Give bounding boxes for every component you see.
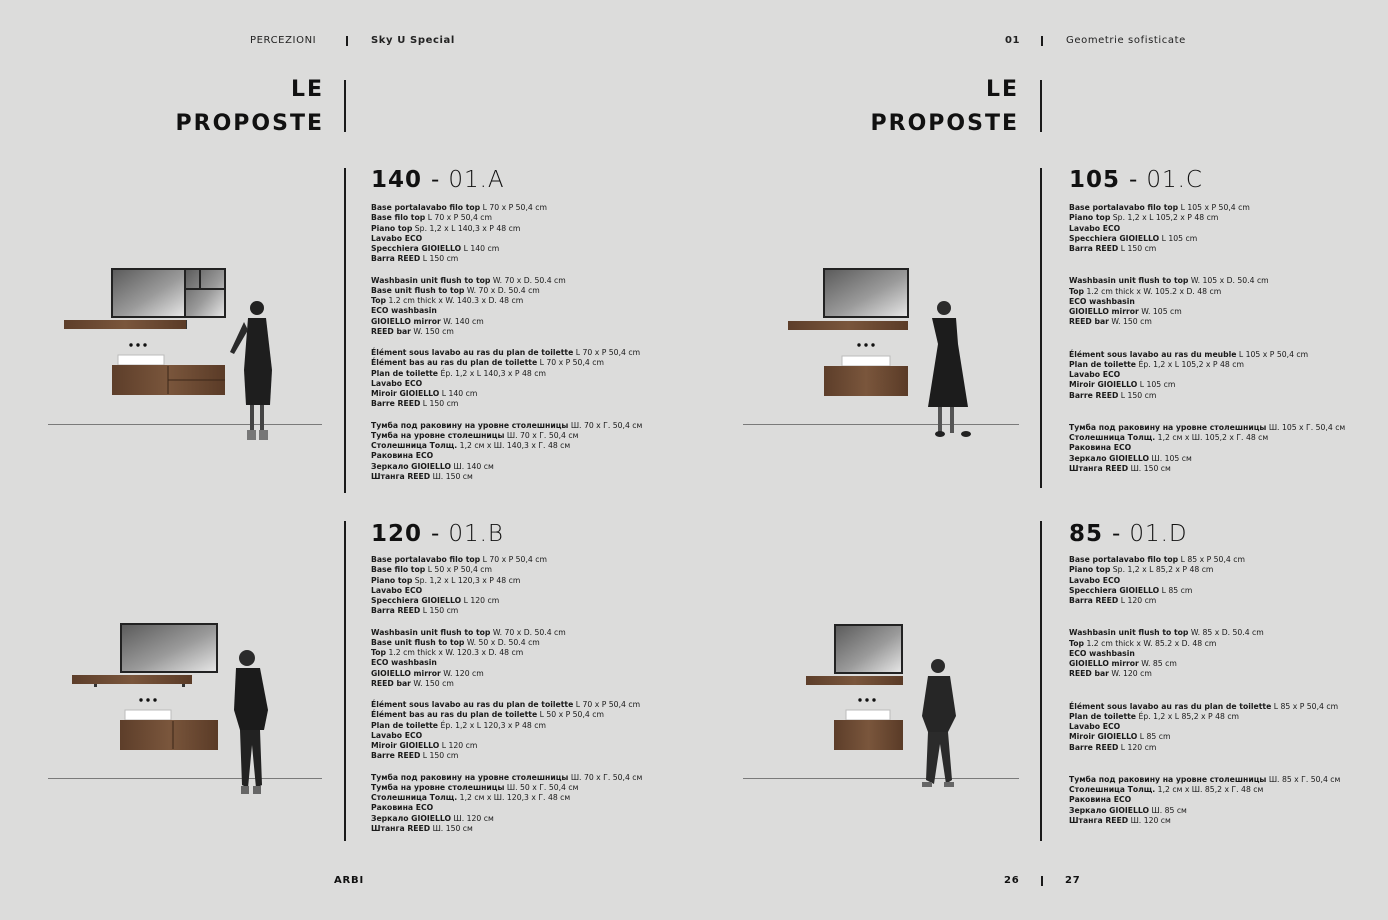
spec-line [371, 421, 642, 431]
spec-line [371, 306, 642, 316]
spec-item-dimensions: L 70 x P 50,4 cm [573, 700, 641, 709]
spec-item-dimensions: L 85 cm [1159, 585, 1193, 595]
spec-line [1069, 576, 1340, 586]
spec-item-dimensions: W. 140 cm [440, 316, 484, 326]
spec-item-dimensions: Ш. 105 см [1149, 453, 1192, 463]
spec-line [371, 793, 642, 803]
spec-item-name: Lavabo ECO [371, 233, 423, 243]
spec-line [1069, 454, 1345, 464]
spec-item-dimensions: W. 150 cm [410, 326, 454, 336]
spec-item-name: Top [371, 296, 387, 305]
spec-item-dimensions: Ép. 1,2 x L 120,3 x P 48 cm [438, 720, 546, 730]
spec-line [1069, 213, 1345, 223]
spec-item-name: Washbasin unit flush to top [371, 627, 491, 637]
spec-item-dimensions: Ш. 105 x Г. 50,4 см [1266, 422, 1346, 432]
spec-item-name: Piano top [371, 575, 413, 585]
spec-line [1069, 806, 1340, 816]
section-divider [1040, 168, 1042, 488]
spec-item-name: Lavabo ECO [371, 585, 423, 595]
spec-item-name: Top [1069, 638, 1085, 648]
page-number-right: 27 [1065, 875, 1081, 886]
spec-line [371, 296, 642, 306]
spec-item-dimensions: L 105 cm [1137, 380, 1176, 390]
title-divider-right [1040, 80, 1042, 132]
spec-line [1069, 297, 1345, 307]
spec-line [1069, 360, 1345, 370]
spec-item-name: Lavabo ECO [1069, 223, 1121, 233]
spec-item-dimensions: W. 70 x D. 50.4 cm [490, 627, 566, 637]
spec-item-dimensions: Ш. 85 см [1149, 805, 1187, 815]
spec-item-dimensions: L 50 x P 50,4 cm [537, 710, 604, 720]
spec-item-dimensions: Ép. 1,2 x L 105,2 x P 48 cm [1136, 359, 1244, 369]
spec-item-dimensions: Ш. 70 x Г. 50,4 см [504, 430, 579, 440]
spec-line [371, 731, 642, 741]
spec-line [371, 710, 642, 720]
spec-item-name: Washbasin unit flush to top [371, 275, 491, 285]
spec-item-dimensions: L 70 x P 50,4 cm [537, 358, 604, 368]
spec-line [1069, 307, 1345, 317]
spec-line [371, 658, 642, 668]
spec-item-name: Piano top [1069, 213, 1111, 223]
spec-line [371, 462, 642, 472]
spec-item-dimensions: L 85 x P 50,4 cm [1178, 555, 1245, 564]
spec-item-name: Тумба под раковину на уровне столешницы [371, 772, 569, 782]
spec-item-dimensions: W. 150 cm [410, 678, 454, 688]
spec-line [1069, 276, 1345, 286]
spec-line [371, 814, 642, 824]
spec-item-name: GIOIELLO mirror [371, 316, 441, 326]
spec-item-name: Top [371, 648, 387, 657]
spec-item-name: Élément sous lavabo au ras du meuble [1069, 349, 1237, 359]
spec-item-name: Top [1069, 286, 1085, 296]
spec-line [1069, 555, 1340, 565]
spec-item-dimensions: 1,2 см x Ш. 105,2 x Г. 48 см [1155, 433, 1269, 442]
composition-illustration-85 [800, 620, 1000, 800]
spec-line [371, 628, 642, 638]
spec-item-name: Plan de toilette [371, 368, 439, 378]
spec-item-dimensions: L 140 cm [461, 244, 500, 253]
spec-line [1069, 639, 1340, 649]
spec-item-dimensions: Ép. 1,2 x L 140,3 x P 48 cm [438, 368, 546, 378]
spec-item-name: ECO washbasin [1069, 648, 1135, 658]
section-title: 140 - 01.A [371, 167, 505, 193]
spec-line [371, 276, 642, 286]
spec-item-dimensions: Ш. 70 x Г. 50,4 см [568, 420, 643, 430]
spec-item-name: Piano top [1069, 565, 1111, 575]
spec-item-dimensions: 1.2 cm thick x W. 105.2 x D. 48 cm [1084, 286, 1222, 296]
spec-line [1069, 244, 1345, 254]
footer-brand: ARBI [334, 875, 364, 886]
spec-line [371, 379, 642, 389]
spec-item-name: Lavabo ECO [371, 378, 423, 388]
spec-item-dimensions: Ш. 70 x Г. 50,4 см [568, 772, 643, 782]
spec-line [371, 773, 642, 783]
spec-item-dimensions: 1.2 cm thick x W. 120.3 x D. 48 cm [386, 648, 524, 657]
spec-item-name: Штанга REED [371, 471, 431, 481]
spec-line [371, 317, 642, 327]
spec-item-dimensions: Ш. 85 x Г. 50,4 см [1266, 774, 1341, 784]
spec-line [1069, 287, 1345, 297]
spec-item-name: Base portalavabo filo top [371, 555, 481, 564]
section-divider [1040, 521, 1042, 841]
spec-item-dimensions: L 105 cm [1159, 233, 1198, 243]
spec-item-name: Specchiera GIOIELLO [371, 596, 462, 605]
header-chapter-title: Geometrie sofisticate [1066, 35, 1186, 46]
spec-item-name: Столешница Толщ. [1069, 433, 1156, 442]
spec-line [371, 472, 642, 482]
spec-item-dimensions: Sp. 1,2 x L 120,3 x P 48 cm [412, 575, 521, 585]
spec-line [1069, 628, 1340, 638]
spec-group [371, 203, 642, 265]
spec-line [1069, 712, 1340, 722]
spec-line [371, 648, 642, 658]
spec-line [1069, 795, 1340, 805]
spec-item-dimensions: 1,2 см x Ш. 120,3 x Г. 48 см [457, 793, 571, 802]
spec-item-name: Specchiera GIOIELLO [1069, 585, 1160, 595]
spec-item-name: REED bar [1069, 317, 1109, 327]
spec-line [371, 389, 642, 399]
spec-item-name: Barre REED [371, 751, 421, 761]
spec-item-name: Тумба под раковину на уровне столешницы [371, 420, 569, 430]
spec-item-name: Столешница Толщ. [371, 441, 458, 450]
spec-line [1069, 317, 1345, 327]
spec-item-name: Base filo top [371, 213, 426, 223]
spec-group [371, 348, 642, 410]
section-title: 85 - 01.D [1069, 521, 1188, 547]
spec-line [371, 606, 642, 616]
spec-item-dimensions: Sp. 1,2 x L 85,2 x P 48 cm [1110, 565, 1214, 575]
spec-item-dimensions: 1,2 см x Ш. 140,3 x Г. 48 см [457, 441, 571, 450]
spec-item-dimensions: L 150 cm [420, 751, 459, 761]
section-105-01c [1069, 167, 1345, 496]
composition-illustration-105 [780, 262, 1000, 447]
spec-item-name: Barra REED [1069, 596, 1119, 605]
spec-item-name: Élément bas au ras du plan de toilette [371, 710, 538, 720]
spec-item-dimensions: W. 120 cm [440, 668, 484, 678]
section-title: 120 - 01.B [371, 521, 504, 547]
spec-line [371, 358, 642, 368]
header-section: PERCEZIONI [250, 35, 317, 46]
spec-item-name: Тумба на уровне столешницы [371, 430, 505, 440]
spec-item-name: Specchiera GIOIELLO [371, 244, 462, 253]
spec-item-dimensions: L 150 cm [420, 606, 459, 616]
spec-item-dimensions: W. 120 cm [1108, 669, 1152, 679]
spec-line [1069, 350, 1345, 360]
spec-item-name: Base unit flush to top [371, 285, 465, 295]
spec-item-dimensions: Ш. 150 см [430, 471, 473, 481]
spec-item-name: Base portalavabo filo top [1069, 555, 1179, 564]
spec-item-dimensions: 1.2 cm thick x W. 140.3 x D. 48 cm [386, 296, 524, 305]
spec-item-dimensions: W. 70 x D. 50.4 cm [490, 275, 566, 285]
spec-line [371, 213, 642, 223]
spec-group [1069, 276, 1345, 327]
spec-item-name: Столешница Толщ. [1069, 785, 1156, 794]
spec-item-dimensions: Ш. 120 см [1128, 815, 1171, 825]
spec-item-name: Раковина ECO [371, 803, 434, 813]
spec-line [1069, 743, 1340, 753]
section-divider [344, 168, 346, 493]
spec-line [1069, 702, 1340, 712]
spec-line [1069, 443, 1345, 453]
spec-item-dimensions: Ш. 50 x Г. 50,4 см [504, 782, 579, 792]
spec-item-name: Раковина ECO [371, 451, 434, 461]
spec-group [1069, 350, 1345, 401]
spec-item-dimensions: L 85 cm [1137, 732, 1171, 742]
spec-line [1069, 816, 1340, 826]
spec-item-name: Base portalavabo filo top [1069, 203, 1179, 212]
spec-line [371, 555, 642, 565]
spec-group [1069, 775, 1340, 826]
spec-item-name: Зеркало GIOIELLO [1069, 453, 1150, 463]
spec-group [1069, 203, 1345, 254]
spec-item-name: Washbasin unit flush to top [1069, 276, 1189, 286]
spec-line [371, 638, 642, 648]
spec-line [371, 669, 642, 679]
composition-illustration-120 [70, 620, 290, 800]
spec-line [371, 751, 642, 761]
spec-line [371, 286, 642, 296]
spec-line [1069, 370, 1345, 380]
spec-item-dimensions: L 70 x P 50,4 cm [573, 348, 641, 357]
spec-item-name: Lavabo ECO [1069, 575, 1121, 585]
spec-item-dimensions: L 120 cm [461, 596, 500, 605]
spec-item-dimensions: L 70 x P 50,4 cm [480, 555, 547, 564]
spec-item-dimensions: L 105 x P 50,4 cm [1236, 349, 1309, 359]
spec-line [371, 565, 642, 575]
spec-line [371, 234, 642, 244]
spec-item-dimensions: L 120 cm [1118, 596, 1157, 605]
spec-item-dimensions: Sp. 1,2 x L 140,3 x P 48 cm [412, 223, 521, 233]
spec-line [1069, 464, 1345, 474]
page-title-right: LE PROPOSTE [870, 77, 1019, 136]
spec-item-name: Зеркало GIOIELLO [371, 461, 452, 471]
spec-item-dimensions: L 150 cm [420, 399, 459, 409]
spec-item-dimensions: L 140 cm [439, 389, 478, 398]
spec-line [371, 441, 642, 451]
spec-item-dimensions: W. 105 x D. 50.4 cm [1188, 276, 1269, 286]
spec-item-name: Зеркало GIOIELLO [1069, 805, 1150, 815]
spec-line [371, 369, 642, 379]
spec-item-dimensions: W. 85 x D. 50.4 cm [1188, 628, 1264, 638]
spec-item-dimensions: W. 105 cm [1138, 307, 1182, 316]
section-120-01b [371, 521, 642, 845]
spec-item-name: Barra REED [371, 606, 421, 616]
spec-item-name: Miroir GIOIELLO [1069, 380, 1138, 390]
spec-item-dimensions: 1.2 cm thick x W. 85.2 x D. 48 cm [1084, 638, 1217, 648]
footer-divider [1041, 876, 1043, 886]
spec-line [1069, 586, 1340, 596]
spec-item-name: REED bar [371, 678, 411, 688]
spec-item-dimensions: Sp. 1,2 x L 105,2 x P 48 cm [1110, 213, 1219, 223]
spec-item-name: Раковина ECO [1069, 795, 1132, 805]
spec-line [1069, 649, 1340, 659]
spec-line [371, 348, 642, 358]
spec-line [371, 824, 642, 834]
spec-item-name: Тумба под раковину на уровне столешницы [1069, 422, 1267, 432]
spec-item-name: Plan de toilette [1069, 359, 1137, 369]
spec-group [371, 276, 642, 338]
spec-item-name: Штанга REED [371, 823, 431, 833]
spec-group [371, 555, 642, 617]
spec-item-dimensions: Ép. 1,2 x L 85,2 x P 48 cm [1136, 711, 1240, 721]
spec-group [1069, 628, 1340, 679]
spec-item-name: Штанга REED [1069, 463, 1129, 473]
spec-item-dimensions: L 150 cm [1118, 390, 1157, 400]
spec-item-dimensions: L 150 cm [420, 254, 459, 264]
spec-line [371, 431, 642, 441]
spec-line [371, 576, 642, 586]
spec-item-name: Miroir GIOIELLO [1069, 732, 1138, 742]
spec-item-name: Élément sous lavabo au ras du plan de toilette [371, 700, 574, 709]
spec-item-name: Washbasin unit flush to top [1069, 628, 1189, 638]
spec-line [371, 721, 642, 731]
spec-item-name: Miroir GIOIELLO [371, 741, 440, 750]
spec-item-name: Miroir GIOIELLO [371, 389, 440, 398]
spec-item-name: Тумба на уровне столешницы [371, 782, 505, 792]
spec-item-name: REED bar [1069, 669, 1109, 679]
spec-item-dimensions: W. 85 cm [1138, 659, 1177, 668]
spec-item-name: Plan de toilette [1069, 711, 1137, 721]
spec-item-name: Тумба под раковину на уровне столешницы [1069, 774, 1267, 784]
spec-line [371, 700, 642, 710]
spec-item-name: Lavabo ECO [371, 730, 423, 740]
header-divider-right [1041, 36, 1043, 46]
composition-illustration-140 [60, 260, 290, 445]
spec-item-dimensions: L 120 cm [1118, 742, 1157, 752]
spec-line [1069, 659, 1340, 669]
spec-line [371, 783, 642, 793]
spec-item-name: Élément sous lavabo au ras du plan de toilette [1069, 701, 1272, 711]
spec-item-dimensions: W. 150 cm [1108, 317, 1152, 327]
spec-item-name: Piano top [371, 223, 413, 233]
spec-item-name: Зеркало GIOIELLO [371, 813, 452, 823]
spec-list [371, 555, 642, 834]
header-chapter-number: 01 [1005, 35, 1021, 46]
spec-item-dimensions: Ш. 150 см [430, 823, 473, 833]
spec-item-name: Base filo top [371, 565, 426, 575]
spec-line [1069, 433, 1345, 443]
header-divider [346, 36, 348, 46]
spec-item-name: REED bar [371, 326, 411, 336]
spec-line [371, 679, 642, 689]
spec-line [1069, 203, 1345, 213]
spec-group [1069, 555, 1340, 606]
spec-item-dimensions: L 85 x P 50,4 cm [1271, 701, 1339, 711]
spec-line [371, 803, 642, 813]
spec-line [371, 596, 642, 606]
spec-line [371, 741, 642, 751]
page-number-left: 26 [1004, 875, 1020, 886]
spec-item-name: Élément sous lavabo au ras du plan de toilette [371, 348, 574, 357]
spec-item-dimensions: L 70 x P 50,4 cm [425, 213, 493, 223]
spec-line [371, 254, 642, 264]
spec-group [371, 628, 642, 690]
spec-item-name: GIOIELLO mirror [371, 668, 441, 678]
spec-item-name: Lavabo ECO [1069, 370, 1121, 379]
spec-item-dimensions: L 120 cm [439, 741, 478, 750]
spec-item-name: Barre REED [371, 399, 421, 409]
spec-item-name: Barra REED [1069, 244, 1119, 253]
section-divider [344, 521, 346, 841]
spec-item-name: ECO washbasin [1069, 296, 1135, 306]
spec-item-name: Barra REED [371, 254, 421, 264]
spec-group [1069, 423, 1345, 474]
spec-line [371, 244, 642, 254]
spec-item-name: Élément bas au ras du plan de toilette [371, 358, 538, 368]
spec-line [1069, 565, 1340, 575]
section-title: 105 - 01.C [1069, 167, 1203, 193]
spec-list [371, 203, 642, 482]
spec-item-name: Barre REED [1069, 390, 1119, 400]
spec-item-name: Base portalavabo filo top [371, 203, 481, 212]
spec-line [371, 586, 642, 596]
spec-group [1069, 702, 1340, 753]
spec-list [1069, 555, 1340, 826]
spec-item-name: Столешница Толщ. [371, 793, 458, 802]
spec-item-name: Штанга REED [1069, 815, 1129, 825]
spec-item-name: Specchiera GIOIELLO [1069, 233, 1160, 243]
spec-line [1069, 423, 1345, 433]
spec-line [1069, 224, 1345, 234]
spec-item-name: Раковина ECO [1069, 443, 1132, 453]
title-divider-left [344, 80, 346, 132]
spec-line [371, 451, 642, 461]
spec-item-name: GIOIELLO mirror [1069, 659, 1139, 668]
section-85-01d [1069, 521, 1340, 848]
spec-line [1069, 785, 1340, 795]
spec-group [371, 773, 642, 835]
spec-item-dimensions: L 150 cm [1118, 244, 1157, 253]
spec-group [371, 700, 642, 762]
spec-line [371, 327, 642, 337]
spec-line [371, 203, 642, 213]
spec-item-dimensions: L 105 x P 50,4 cm [1178, 203, 1250, 212]
spec-item-dimensions: W. 70 x D. 50.4 cm [464, 285, 540, 295]
spec-item-name: Lavabo ECO [1069, 722, 1121, 731]
spec-item-dimensions: Ш. 120 см [451, 813, 494, 823]
spec-item-name: ECO washbasin [371, 658, 437, 668]
spec-line [1069, 669, 1340, 679]
spec-item-dimensions: L 50 x P 50,4 cm [425, 565, 493, 575]
spec-line [1069, 234, 1345, 244]
spec-line [1069, 391, 1345, 401]
spec-item-name: Plan de toilette [371, 720, 439, 730]
spec-item-dimensions: Ш. 150 см [1128, 463, 1171, 473]
spec-item-dimensions: Ш. 140 см [451, 461, 494, 471]
spec-line [1069, 596, 1340, 606]
spec-item-dimensions: W. 50 x D. 50.4 cm [464, 637, 540, 647]
spec-line [1069, 732, 1340, 742]
section-140-01a [371, 167, 642, 493]
spec-list [1069, 203, 1345, 474]
spec-item-dimensions: 1,2 см x Ш. 85,2 x Г. 48 см [1155, 785, 1264, 794]
spec-item-name: GIOIELLO mirror [1069, 307, 1139, 316]
spec-line [1069, 722, 1340, 732]
spec-line [1069, 775, 1340, 785]
header-product: Sky U Special [371, 35, 455, 46]
spec-item-name: ECO washbasin [371, 306, 437, 316]
spec-item-name: Barre REED [1069, 742, 1119, 752]
spec-line [371, 399, 642, 409]
spec-item-dimensions: L 70 x P 50,4 cm [480, 203, 547, 212]
spec-item-name: Base unit flush to top [371, 637, 465, 647]
spec-line [371, 224, 642, 234]
spec-line [1069, 380, 1345, 390]
spec-group [371, 421, 642, 483]
page-title-left: LE PROPOSTE [175, 77, 324, 136]
